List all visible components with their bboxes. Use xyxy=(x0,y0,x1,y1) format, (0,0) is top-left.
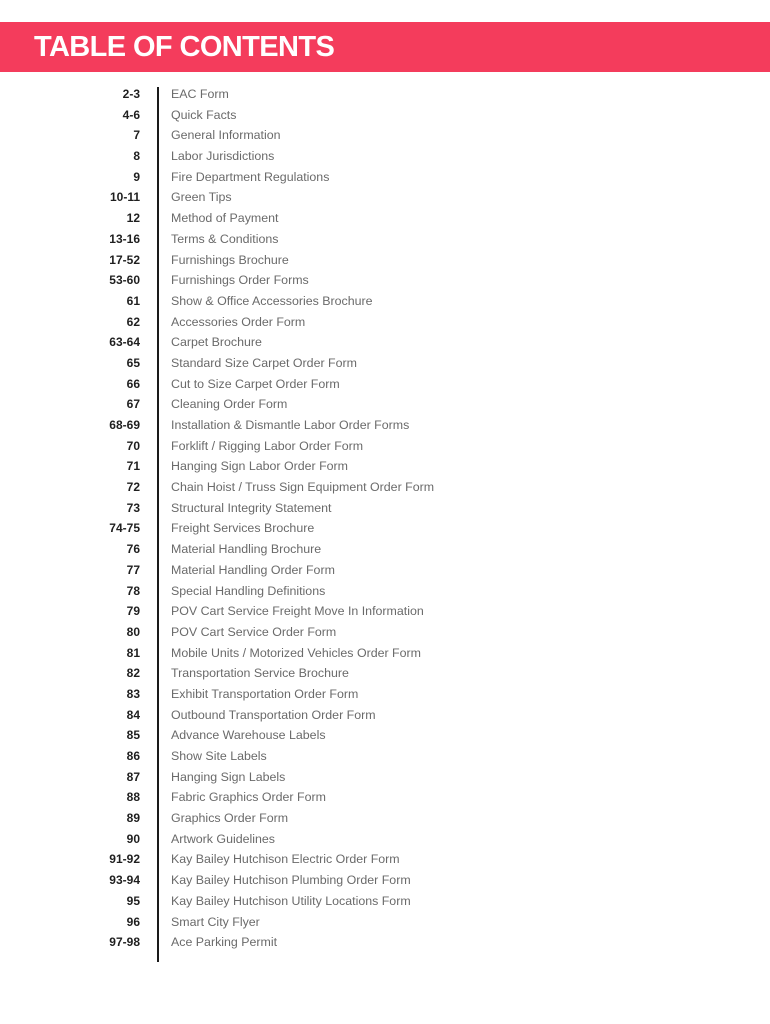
toc-page-number: 61 xyxy=(126,293,140,308)
toc-entry-title[interactable]: Freight Services Brochure xyxy=(171,521,315,536)
toc-page-number: 96 xyxy=(126,914,140,929)
toc-page-number: 8 xyxy=(133,149,140,164)
toc-page-number: 78 xyxy=(126,583,140,598)
toc-entry-title[interactable]: Graphics Order Form xyxy=(171,811,289,826)
toc-entry[interactable] xyxy=(0,767,770,788)
toc-entry[interactable] xyxy=(0,705,770,726)
toc-entry[interactable] xyxy=(0,187,770,208)
toc-entry[interactable] xyxy=(0,891,770,912)
toc-entry[interactable] xyxy=(0,746,770,767)
page-title: TABLE OF CONTENTS xyxy=(34,31,335,63)
toc-entry-title[interactable]: Furnishings Brochure xyxy=(171,252,289,267)
toc-entry-title[interactable]: Terms & Conditions xyxy=(171,231,279,246)
toc-page-number: 71 xyxy=(126,459,140,474)
toc-page-number: 80 xyxy=(126,624,140,639)
toc-page-number: 65 xyxy=(126,355,140,370)
toc-entry[interactable] xyxy=(0,663,770,684)
toc-entry[interactable] xyxy=(0,436,770,457)
toc-entry[interactable] xyxy=(0,622,770,643)
toc-entry-title[interactable]: Hanging Sign Labels xyxy=(171,769,286,784)
toc-page-number: 86 xyxy=(126,749,140,763)
toc-entry-title[interactable]: Green Tips xyxy=(171,190,232,205)
toc-page-number: 90 xyxy=(126,831,140,846)
toc-entry-title[interactable]: Show Site Labels xyxy=(171,749,267,763)
toc-page-number: 67 xyxy=(126,397,140,412)
toc-entry[interactable] xyxy=(0,125,770,146)
toc-entry[interactable] xyxy=(0,394,770,415)
toc-entry-title[interactable]: Advance Warehouse Labels xyxy=(171,728,326,743)
toc-entry-title[interactable]: Cut to Size Carpet Order Form xyxy=(171,376,340,391)
toc-page-number: 77 xyxy=(126,562,140,577)
toc-entry[interactable] xyxy=(0,353,770,374)
toc-entry-title[interactable]: Labor Jurisdictions xyxy=(171,149,275,164)
toc-page-number: 84 xyxy=(126,707,140,722)
toc-page-number: 93-94 xyxy=(109,873,140,888)
toc-entry-title[interactable]: Exhibit Transportation Order Form xyxy=(171,686,359,701)
toc-page-number: 63-64 xyxy=(109,335,140,350)
toc-entry-title[interactable]: Special Handling Definitions xyxy=(171,583,326,598)
toc-entry[interactable] xyxy=(0,829,770,850)
toc-page-number: 91-92 xyxy=(109,852,140,867)
toc-entry-title[interactable]: Ace Parking Permit xyxy=(171,935,278,950)
toc-entry[interactable] xyxy=(0,167,770,188)
toc-entry[interactable] xyxy=(0,870,770,891)
toc-page-number: 79 xyxy=(126,604,140,619)
toc-page-number: 81 xyxy=(126,645,140,660)
toc-entry-title[interactable]: Material Handling Brochure xyxy=(171,542,322,557)
toc-page-number: 85 xyxy=(126,728,140,743)
toc-entry[interactable] xyxy=(0,912,770,933)
toc-page-number: 72 xyxy=(126,480,140,495)
toc-entry-title[interactable]: Transportation Service Brochure xyxy=(171,666,349,681)
toc-entry-title[interactable]: Fire Department Regulations xyxy=(171,169,330,184)
toc-entry-title[interactable]: General Information xyxy=(171,128,281,143)
toc-entry[interactable] xyxy=(0,684,770,705)
toc-page-number: 76 xyxy=(126,542,140,557)
toc-page-number: 9 xyxy=(133,169,140,184)
toc-entry[interactable] xyxy=(0,415,770,436)
toc-page-number: 53-60 xyxy=(109,273,140,288)
toc-entry-title[interactable]: Fabric Graphics Order Form xyxy=(171,790,326,805)
toc-entry[interactable] xyxy=(0,84,770,105)
toc-entry-title[interactable]: Mobile Units / Motorized Vehicles Order Form xyxy=(171,645,421,660)
toc-entry-title[interactable]: Forklift / Rigging Labor Order Form xyxy=(171,438,364,453)
toc-entry-title[interactable]: Material Handling Order Form xyxy=(171,562,335,577)
toc-page-number: 4-6 xyxy=(122,107,140,122)
toc-entry[interactable] xyxy=(0,932,770,953)
toc-entry[interactable] xyxy=(0,849,770,870)
toc-page-number: 13-16 xyxy=(109,231,140,246)
toc-entry[interactable] xyxy=(0,456,770,477)
toc-page-number: 7 xyxy=(133,128,140,143)
toc-entry-title[interactable]: Chain Hoist / Truss Sign Equipment Order Form xyxy=(171,480,435,495)
toc-entry[interactable] xyxy=(0,250,770,271)
toc-entry[interactable] xyxy=(0,601,770,622)
toc-page-number: 73 xyxy=(126,500,140,515)
toc-entry-title[interactable]: Outbound Transportation Order Form xyxy=(171,707,376,722)
toc-entry[interactable] xyxy=(0,208,770,229)
toc-entry-title[interactable]: POV Cart Service Freight Move In Information xyxy=(171,604,424,619)
toc-entry-title[interactable]: Cleaning Order Form xyxy=(171,397,288,412)
toc-entry-title[interactable]: Structural Integrity Statement xyxy=(171,500,332,515)
toc-entry-title[interactable]: Kay Bailey Hutchison Plumbing Order Form xyxy=(171,873,411,888)
toc-entry[interactable] xyxy=(0,725,770,746)
toc-entry[interactable] xyxy=(0,374,770,395)
toc-page-number: 70 xyxy=(126,438,140,453)
toc-page-number: 83 xyxy=(126,686,140,701)
toc-page-number: 87 xyxy=(126,769,140,784)
toc-entry-title[interactable]: Kay Bailey Hutchison Electric Order Form xyxy=(171,852,400,867)
toc-entry-title[interactable]: Quick Facts xyxy=(171,107,237,122)
toc-entry[interactable] xyxy=(0,477,770,498)
toc-page-number: 74-75 xyxy=(109,521,140,536)
toc-entry[interactable] xyxy=(0,312,770,333)
header-banner xyxy=(0,22,770,72)
toc-page-number: 82 xyxy=(126,666,140,681)
toc-entry[interactable] xyxy=(0,560,770,581)
toc-entry[interactable] xyxy=(0,105,770,126)
toc-page-number: 88 xyxy=(126,790,140,805)
toc-entry-title[interactable]: Installation & Dismantle Labor Order Forms xyxy=(171,418,410,432)
toc-entry[interactable] xyxy=(0,146,770,167)
toc-entry[interactable] xyxy=(0,643,770,664)
toc-entry[interactable] xyxy=(0,270,770,291)
toc-page-number: 17-52 xyxy=(109,252,140,267)
toc-entry[interactable] xyxy=(0,498,770,519)
toc-page-number: 97-98 xyxy=(109,935,140,950)
toc-entry[interactable] xyxy=(0,332,770,353)
toc-entry-title[interactable]: Hanging Sign Labor Order Form xyxy=(171,459,348,474)
toc-page-number: 89 xyxy=(126,811,140,826)
toc-entry[interactable] xyxy=(0,291,770,312)
toc-page-number: 10-11 xyxy=(109,190,140,205)
toc-entry-title[interactable]: Furnishings Order Forms xyxy=(171,273,309,288)
toc-entry-title[interactable]: Artwork Guidelines xyxy=(171,831,275,846)
toc-entry-title[interactable]: Accessories Order Form xyxy=(171,314,306,329)
toc-entry-title[interactable]: Carpet Brochure xyxy=(171,335,262,350)
toc-page-number: 68-69 xyxy=(109,418,140,432)
toc-entry[interactable] xyxy=(0,581,770,602)
toc-entry-title[interactable]: Kay Bailey Hutchison Utility Locations Form xyxy=(171,893,411,908)
toc-entry-title[interactable]: POV Cart Service Order Form xyxy=(171,624,337,639)
toc-entry-title[interactable]: Show & Office Accessories Brochure xyxy=(171,293,373,308)
toc-page-number: 95 xyxy=(126,893,140,908)
toc-page-number: 62 xyxy=(126,314,140,329)
toc-page-number: 2-3 xyxy=(122,87,140,101)
toc-entry-title[interactable]: EAC Form xyxy=(171,87,229,101)
toc-entry[interactable] xyxy=(0,539,770,560)
toc-page-number: 12 xyxy=(126,211,140,226)
toc-entry-title[interactable]: Method of Payment xyxy=(171,211,279,226)
toc-list xyxy=(0,84,770,953)
toc-entry-title[interactable]: Standard Size Carpet Order Form xyxy=(171,355,357,370)
toc-entry[interactable] xyxy=(0,229,770,250)
toc-entry[interactable] xyxy=(0,787,770,808)
toc-entry-title[interactable]: Smart City Flyer xyxy=(171,914,260,929)
toc-entry[interactable] xyxy=(0,518,770,539)
toc-entry[interactable] xyxy=(0,808,770,829)
toc-page-number: 66 xyxy=(126,376,140,391)
